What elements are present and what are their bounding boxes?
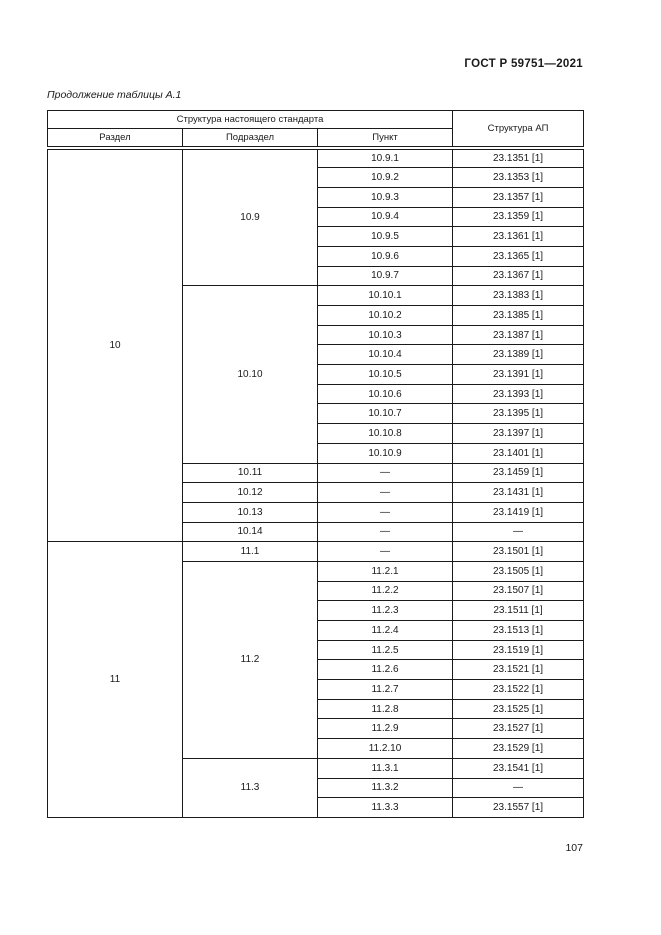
ap-cell: 23.1501 [1]: [453, 542, 584, 562]
ap-cell: 23.1557 [1]: [453, 798, 584, 818]
ap-cell: 23.1431 [1]: [453, 483, 584, 503]
ap-cell: 23.1389 [1]: [453, 345, 584, 365]
punkt-cell: 10.9.4: [318, 207, 453, 227]
punkt-cell: 10.10.8: [318, 424, 453, 444]
ap-cell: 23.1393 [1]: [453, 384, 584, 404]
ap-cell: 23.1367 [1]: [453, 266, 584, 286]
punkt-cell: 11.3.3: [318, 798, 453, 818]
ap-cell: 23.1385 [1]: [453, 306, 584, 326]
ap-cell: 23.1459 [1]: [453, 463, 584, 483]
punkt-cell: 11.2.4: [318, 621, 453, 641]
table-caption: Продолжение таблицы А.1: [47, 89, 182, 101]
punkt-cell: 11.2.3: [318, 601, 453, 621]
punkt-cell: —: [318, 483, 453, 503]
punkt-cell: —: [318, 463, 453, 483]
podrazdel-cell: 10.9: [183, 148, 318, 286]
header-group-row: [48, 111, 584, 129]
ap-cell: 23.1513 [1]: [453, 621, 584, 641]
punkt-cell: 10.9.1: [318, 148, 453, 168]
podrazdel-cell: 11.2: [183, 561, 318, 758]
table-header: [48, 111, 584, 149]
punkt-cell: —: [318, 502, 453, 522]
header-col-razdel: Раздел: [48, 129, 183, 149]
ap-cell: 23.1401 [1]: [453, 443, 584, 463]
header-col-ap: Структура АП: [453, 111, 584, 149]
header-col-punkt: Пункт: [318, 129, 453, 149]
razdel-cell: 10: [48, 148, 183, 542]
ap-cell: 23.1383 [1]: [453, 286, 584, 306]
ap-cell: 23.1525 [1]: [453, 699, 584, 719]
punkt-cell: 11.2.10: [318, 739, 453, 759]
ap-cell: 23.1505 [1]: [453, 561, 584, 581]
punkt-cell: 10.9.5: [318, 227, 453, 247]
podrazdel-cell: 10.12: [183, 483, 318, 503]
ap-cell: 23.1387 [1]: [453, 325, 584, 345]
punkt-cell: 11.2.5: [318, 640, 453, 660]
punkt-cell: 10.10.5: [318, 365, 453, 385]
punkt-cell: 10.9.2: [318, 168, 453, 188]
punkt-cell: 10.10.9: [318, 443, 453, 463]
punkt-cell: 11.2.7: [318, 680, 453, 700]
punkt-cell: 11.2.9: [318, 719, 453, 739]
ap-cell: 23.1391 [1]: [453, 365, 584, 385]
podrazdel-cell: 10.14: [183, 522, 318, 542]
punkt-cell: 10.10.7: [318, 404, 453, 424]
structure-table: [47, 110, 584, 818]
ap-cell: 23.1397 [1]: [453, 424, 584, 444]
ap-cell: 23.1507 [1]: [453, 581, 584, 601]
ap-cell: 23.1521 [1]: [453, 660, 584, 680]
punkt-cell: 10.10.1: [318, 286, 453, 306]
punkt-cell: 11.3.2: [318, 778, 453, 798]
table-row: [48, 148, 584, 168]
table-row: [48, 542, 584, 562]
ap-cell: 23.1357 [1]: [453, 187, 584, 207]
ap-cell: 23.1522 [1]: [453, 680, 584, 700]
ap-cell: 23.1353 [1]: [453, 168, 584, 188]
podrazdel-cell: 11.1: [183, 542, 318, 562]
ap-cell: 23.1511 [1]: [453, 601, 584, 621]
punkt-cell: 11.3.1: [318, 758, 453, 778]
page-number: 107: [565, 842, 583, 854]
ap-cell: 23.1395 [1]: [453, 404, 584, 424]
header-col-podrazdel: Подраздел: [183, 129, 318, 149]
doc-number: ГОСТ Р 59751—2021: [464, 58, 583, 70]
ap-cell: 23.1529 [1]: [453, 739, 584, 759]
ap-cell: 23.1527 [1]: [453, 719, 584, 739]
punkt-cell: 11.2.8: [318, 699, 453, 719]
ap-cell: 23.1365 [1]: [453, 246, 584, 266]
table-body: [48, 148, 584, 817]
podrazdel-cell: 11.3: [183, 758, 318, 817]
punkt-cell: 10.10.4: [318, 345, 453, 365]
punkt-cell: 11.2.2: [318, 581, 453, 601]
punkt-cell: —: [318, 542, 453, 562]
ap-cell: —: [453, 522, 584, 542]
punkt-cell: 10.9.3: [318, 187, 453, 207]
ap-cell: 23.1419 [1]: [453, 502, 584, 522]
ap-cell: 23.1359 [1]: [453, 207, 584, 227]
podrazdel-cell: 10.13: [183, 502, 318, 522]
punkt-cell: —: [318, 522, 453, 542]
punkt-cell: 11.2.1: [318, 561, 453, 581]
razdel-cell: 11: [48, 542, 183, 818]
punkt-cell: 10.9.6: [318, 246, 453, 266]
punkt-cell: 10.10.2: [318, 306, 453, 326]
punkt-cell: 10.10.3: [318, 325, 453, 345]
ap-cell: 23.1519 [1]: [453, 640, 584, 660]
podrazdel-cell: 10.10: [183, 286, 318, 463]
punkt-cell: 10.9.7: [318, 266, 453, 286]
header-group-standard-structure: Структура настоящего стандарта: [48, 111, 453, 129]
ap-cell: 23.1351 [1]: [453, 148, 584, 168]
punkt-cell: 11.2.6: [318, 660, 453, 680]
podrazdel-cell: 10.11: [183, 463, 318, 483]
punkt-cell: 10.10.6: [318, 384, 453, 404]
ap-cell: —: [453, 778, 584, 798]
ap-cell: 23.1361 [1]: [453, 227, 584, 247]
ap-cell: 23.1541 [1]: [453, 758, 584, 778]
